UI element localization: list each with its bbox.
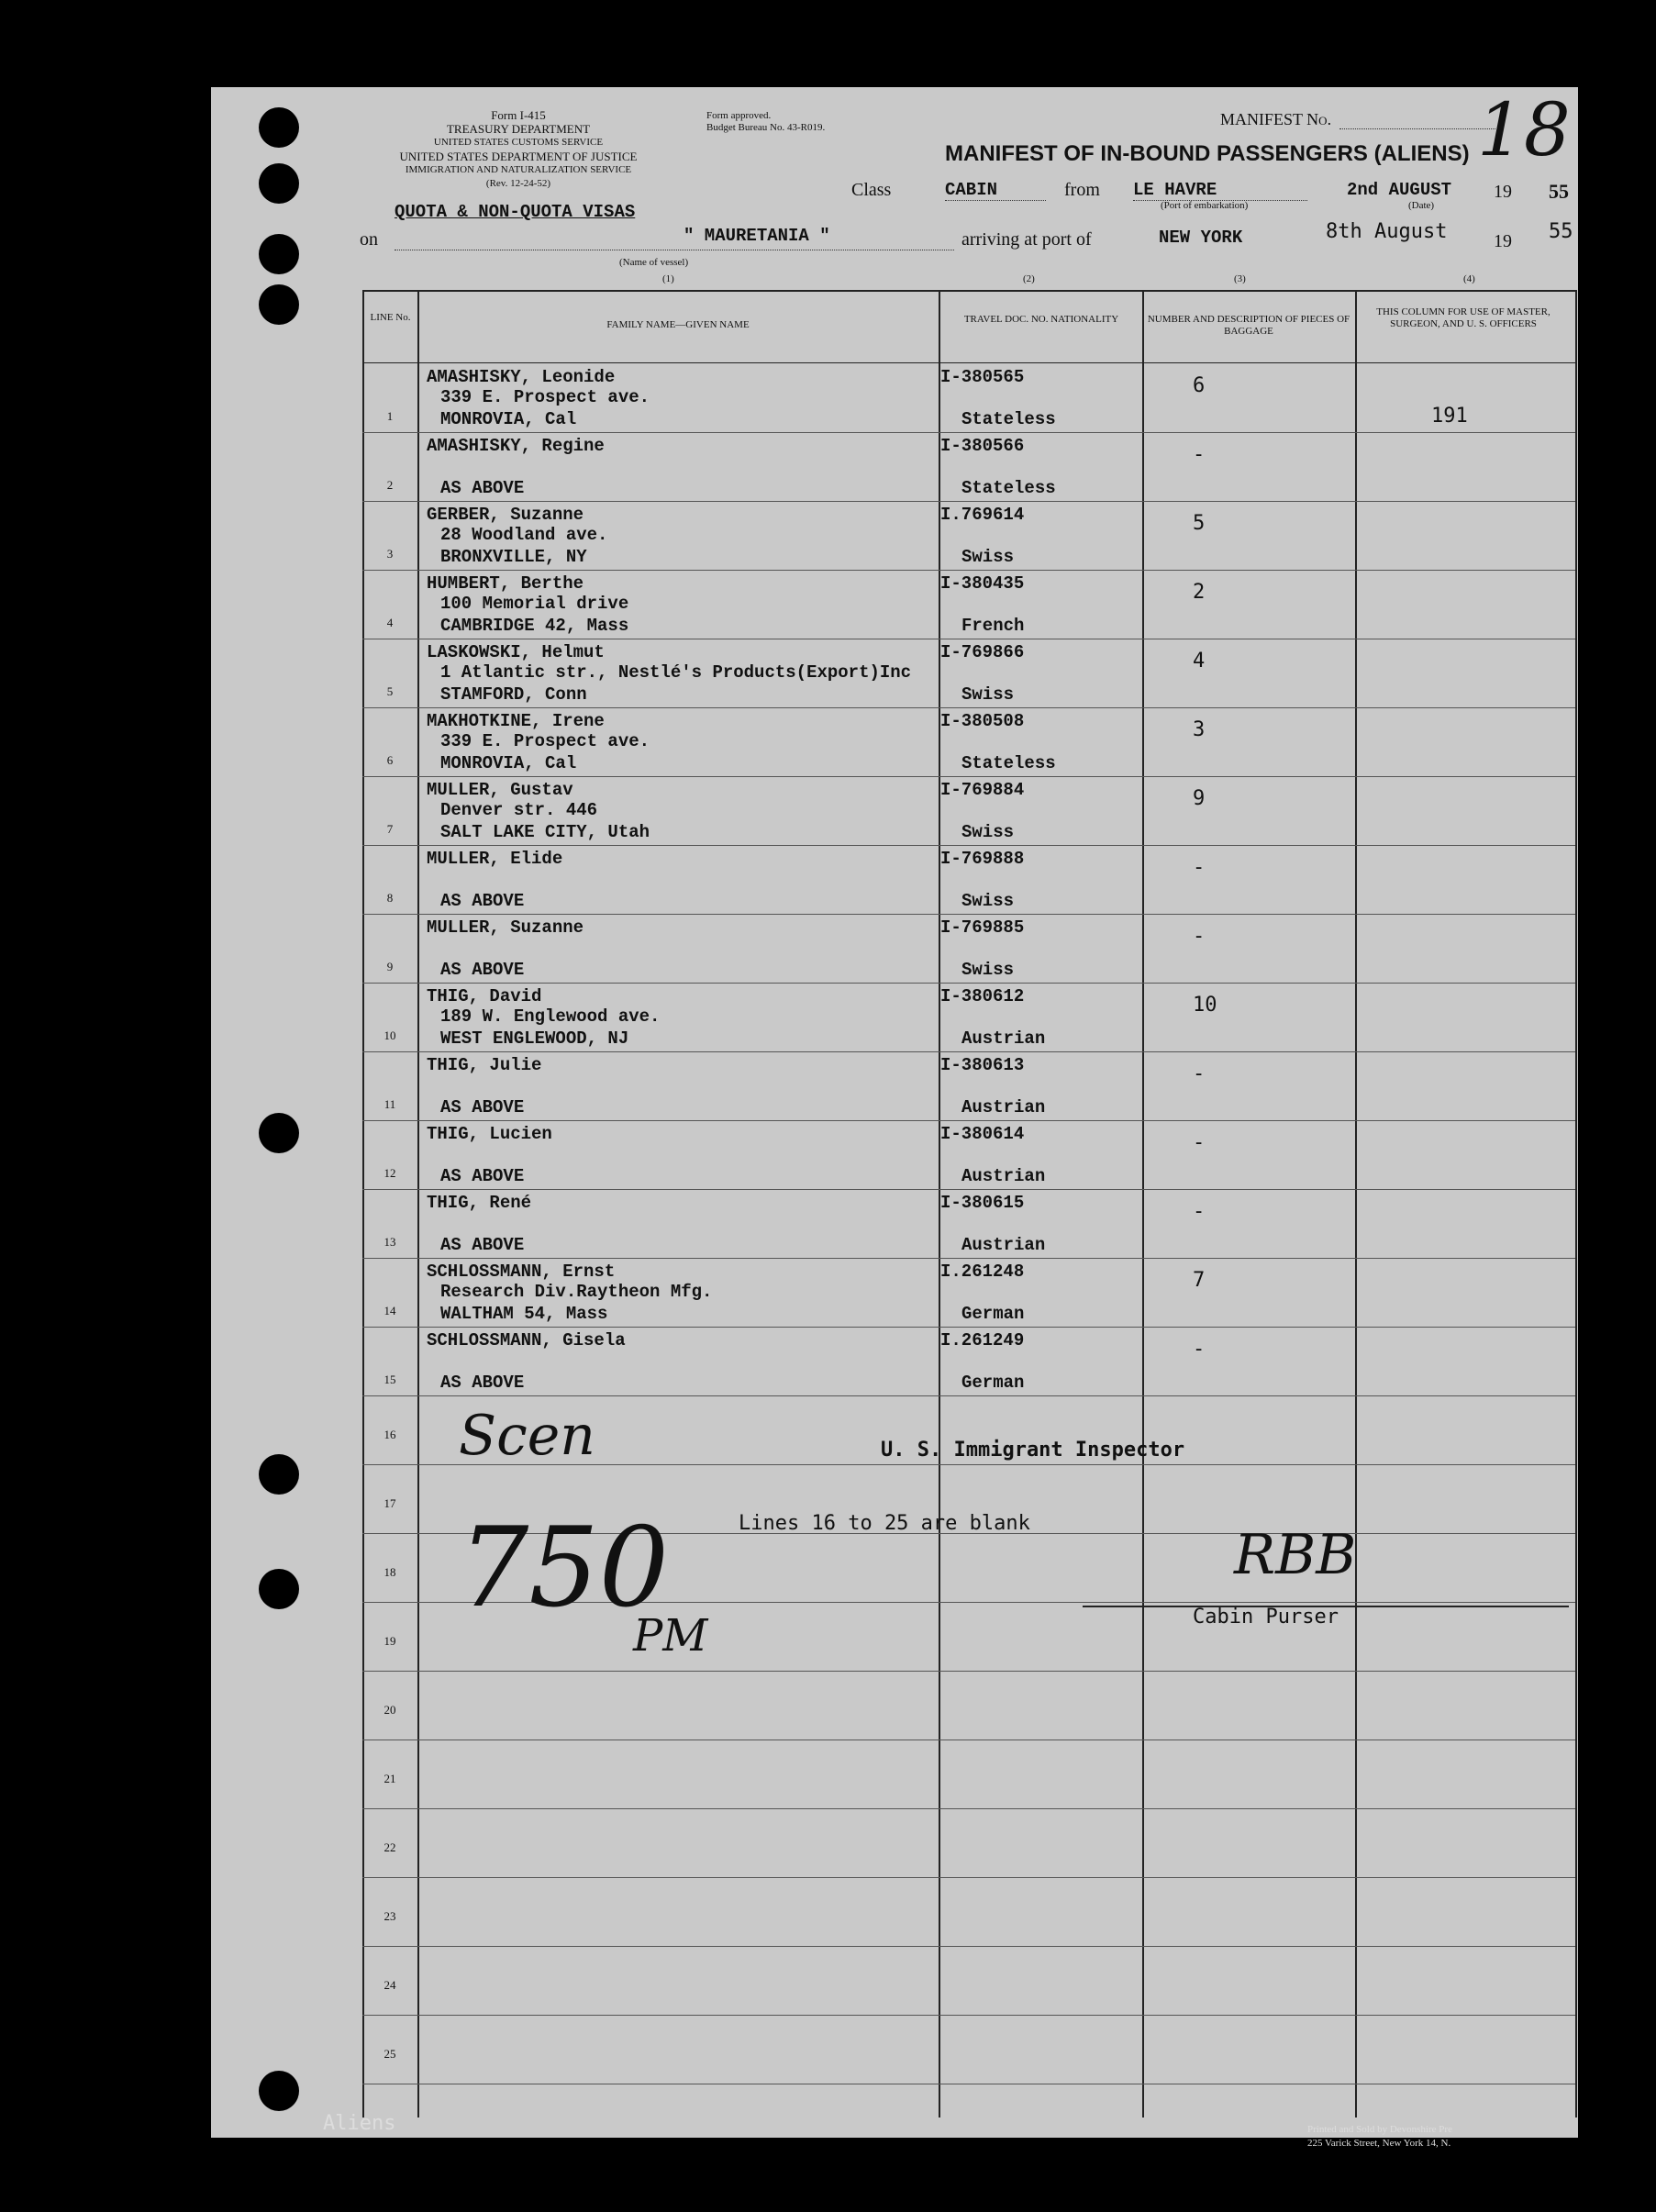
travel-doc-no: I-769884 [940,780,1025,800]
travel-doc-no: I.769614 [940,505,1025,525]
passenger-name: GERBER, Suzanne [427,505,584,525]
nationality: Austrian [961,1097,1046,1117]
row-divider [362,1808,1575,1809]
line-number: 1 [386,409,394,423]
row-divider [362,2015,1575,2016]
passenger-address: 339 E. Prospect ave. [440,731,650,751]
nationality: Austrian [961,1028,1046,1049]
travel-doc-no: I.261248 [940,1262,1025,1282]
row-divider [362,776,1575,777]
nationality: Swiss [961,547,1015,567]
punch-hole [259,107,299,148]
arrival-year-prefix: 19 [1494,231,1512,251]
visa-type: QUOTA & NON-QUOTA VISAS [395,202,636,222]
vessel-caption: (Name of vessel) [619,257,689,268]
row-divider [362,1258,1575,1259]
nationality: Stateless [961,753,1056,773]
punch-hole [259,284,299,325]
year-value: 55 [1549,180,1569,203]
blank-line-number: 20 [383,1703,396,1717]
passenger-address-city: SALT LAKE CITY, Utah [440,822,650,842]
col-num-4: (4) [1463,273,1475,284]
row-divider [362,1189,1575,1190]
passenger-address: 189 W. Englewood ave. [440,1006,661,1027]
date-caption: (Date) [1408,200,1435,211]
baggage-count: - [1193,443,1206,466]
passenger-address-city: BRONXVILLE, NY [440,547,587,567]
passenger-address-city: AS ABOVE [440,960,525,980]
row-divider [362,845,1575,846]
blank-line-number: 18 [383,1565,396,1579]
year-prefix: 19 [1494,182,1512,202]
baggage-count: - [1193,1062,1206,1085]
baggage-count: 5 [1193,512,1206,535]
vessel-name: " MAURETANIA " [684,226,830,246]
travel-doc-no: I-380614 [940,1124,1025,1144]
travel-doc-no: I-380612 [940,986,1025,1006]
nationality: German [961,1373,1025,1393]
line-number: 3 [386,547,394,561]
date-value: 2nd AUGUST [1347,180,1452,200]
baggage-count: 6 [1193,374,1206,397]
line-number: 15 [383,1373,396,1386]
passenger-address-city: MONROVIA, Cal [440,409,577,429]
passenger-address-city: AS ABOVE [440,478,525,498]
col-header-line-no: LINE No. [370,312,411,323]
punch-hole [259,1113,299,1153]
revision: (Rev. 12-24-52) [485,178,551,189]
blank-line-number: 21 [383,1772,396,1785]
arrival-year: 55 [1549,220,1573,243]
row-divider [362,1327,1575,1328]
nationality: Swiss [961,960,1015,980]
baggage-count: 3 [1193,718,1206,741]
travel-doc-no: I-769866 [940,642,1025,662]
travel-doc-no: I-769888 [940,849,1025,869]
baggage-count: 2 [1193,581,1206,604]
ins-service: IMMIGRATION AND NATURALIZATION SERVICE [405,164,632,175]
arrival-port: NEW YORK [1159,228,1243,248]
passenger-name: MAKHOTKINE, Irene [427,711,605,731]
passenger-name: THIG, Julie [427,1055,542,1075]
row-divider [362,1051,1575,1052]
punch-hole [259,234,299,274]
passenger-address-city: WEST ENGLEWOOD, NJ [440,1028,629,1049]
baggage-count: 7 [1193,1269,1206,1292]
passenger-address: Denver str. 446 [440,800,598,820]
line-number: 14 [383,1304,396,1317]
baggage-count: - [1193,1338,1206,1361]
row-divider [362,1395,1575,1396]
baggage-count: 10 [1193,994,1217,1017]
col-header-doc: TRAVEL DOC. NO. NATIONALITY [963,314,1119,325]
row-divider [362,501,1575,502]
manifest-title: MANIFEST OF IN-BOUND PASSENGERS (ALIENS) [945,141,1470,166]
officer-note: 191 [1431,405,1468,428]
line-number: 13 [383,1235,396,1249]
passenger-address-city: MONROVIA, Cal [440,753,577,773]
blank-line-number: 25 [383,2047,396,2061]
nationality: Austrian [961,1166,1046,1186]
budget-bureau: Budget Bureau No. 43-R019. [706,122,826,133]
passenger-name: MULLER, Suzanne [427,917,584,938]
passenger-name: AMASHISKY, Regine [427,436,605,456]
passenger-address-city: WALTHAM 54, Mass [440,1304,608,1324]
nationality: Stateless [961,409,1056,429]
passenger-address: Research Div.Raytheon Mfg. [440,1282,713,1302]
line-number: 9 [386,960,394,973]
row-divider [362,570,1575,571]
passenger-address: 1 Atlantic str., Nestlé's Products(Export)Inc [440,662,912,683]
nationality: Swiss [961,684,1015,705]
passenger-address-city: AS ABOVE [440,1097,525,1117]
row-divider [362,1946,1575,1947]
punch-hole [259,1454,299,1495]
baggage-count: 9 [1193,787,1206,810]
col-num-1: (1) [662,273,674,284]
nationality: Stateless [961,478,1056,498]
inspector-signature: Scen [459,1404,595,1468]
line-number: 2 [386,478,394,492]
manifest-page [211,87,1578,2138]
blank-line-number: 17 [383,1496,396,1510]
passenger-name: THIG, David [427,986,542,1006]
printer-line-2: 225 Varick Street, New York 14, N. [1307,2138,1451,2149]
handwritten-time: 750 [459,1505,670,1632]
travel-doc-no: I-380508 [940,711,1025,731]
blank-line-number: 24 [383,1978,396,1992]
row-divider [362,983,1575,984]
passenger-address-city: AS ABOVE [440,1166,525,1186]
passenger-address-city: AS ABOVE [440,1373,525,1393]
class-value: CABIN [945,180,1046,201]
passenger-address-city: AS ABOVE [440,1235,525,1255]
baggage-count: - [1193,1131,1206,1154]
passenger-name: HUMBERT, Berthe [427,573,584,594]
line-number: 12 [383,1166,396,1180]
row-divider [362,707,1575,708]
manifest-no-value: 18 [1477,87,1571,172]
arrival-date: 8th August [1326,220,1448,243]
row-divider [362,914,1575,915]
blank-lines-note: Lines 16 to 25 are blank [739,1512,1030,1535]
col-header-name: FAMILY NAME—GIVEN NAME [606,319,750,330]
nationality: French [961,616,1025,636]
line-number: 10 [383,1028,396,1042]
blank-line-number: 16 [383,1428,396,1441]
passenger-name: THIG, Lucien [427,1124,552,1144]
justice-dept: UNITED STATES DEPARTMENT OF JUSTICE [399,150,638,163]
nationality: German [961,1304,1025,1324]
travel-doc-no: I-380566 [940,436,1025,456]
baggage-count: - [1193,1200,1206,1223]
travel-doc-no: I-380613 [940,1055,1025,1075]
baggage-count: 4 [1193,650,1206,672]
purser-signature: RBB [1234,1523,1357,1587]
row-divider [362,1120,1575,1121]
travel-doc-no: I-380615 [940,1193,1025,1213]
from-value: LE HAVRE [1133,180,1307,201]
line-number: 11 [383,1097,396,1111]
inspector-label: U. S. Immigrant Inspector [881,1439,1185,1462]
line-number: 4 [386,616,394,629]
passenger-name: THIG, René [427,1193,532,1213]
passenger-name: MULLER, Gustav [427,780,573,800]
arriving-label: arriving at port of [961,229,1092,250]
passenger-address: 28 Woodland ave. [440,525,608,545]
travel-doc-no: I.261249 [940,1330,1025,1351]
nationality: Swiss [961,891,1015,911]
purser-label: Cabin Purser [1193,1606,1339,1628]
passenger-name: SCHLOSSMANN, Gisela [427,1330,626,1351]
nationality: Swiss [961,822,1015,842]
blank-line-number: 22 [383,1840,396,1854]
travel-doc-no: I-380435 [940,573,1025,594]
passenger-address-city: AS ABOVE [440,891,525,911]
from-label: from [1064,180,1100,200]
passenger-address-city: CAMBRIDGE 42, Mass [440,616,629,636]
col-num-3: (3) [1234,273,1246,284]
treasury-dept: TREASURY DEPARTMENT [446,122,591,136]
row-divider [362,432,1575,433]
customs-service: UNITED STATES CUSTOMS SERVICE [433,137,604,148]
form-approved: Form approved. [706,110,772,121]
row-divider [362,1877,1575,1878]
punch-hole [259,2071,299,2111]
blank-line-number: 19 [383,1634,396,1648]
col-header-officers: THIS COLUMN FOR USE OF MASTER, SURGEON, AND U. S. OFFICERS [1376,306,1550,329]
col-num-2: (2) [1023,273,1035,284]
passenger-address-city: STAMFORD, Conn [440,684,587,705]
printer-line-1: Printed and Sold by Devonshire Pre [1307,2124,1452,2135]
passenger-name: SCHLOSSMANN, Ernst [427,1262,616,1282]
passenger-address: 100 Memorial drive [440,594,629,614]
class-label: Class [851,180,892,200]
handwritten-pm: PM [633,1610,708,1662]
baggage-count: - [1193,925,1206,948]
passenger-name: LASKOWSKI, Helmut [427,642,605,662]
port-embarkation-caption: (Port of embarkation) [1161,200,1249,211]
travel-doc-no: I-380565 [940,367,1025,387]
passenger-address: 339 E. Prospect ave. [440,387,650,407]
form-number: Form I-415 [491,108,546,122]
on-label: on [360,229,378,250]
baggage-count: - [1193,856,1206,879]
line-number: 7 [386,822,394,836]
blank-line-number: 23 [383,1909,396,1923]
line-number: 8 [386,891,394,905]
travel-doc-no: I-769885 [940,917,1025,938]
col-header-baggage: NUMBER AND DESCRIPTION OF PIECES OF BAGGAGE [1147,314,1350,337]
form-header-block [353,108,684,191]
line-number: 5 [386,684,394,698]
line-number: 6 [386,753,394,767]
manifest-no-underline [1339,128,1495,129]
passenger-name: AMASHISKY, Leonide [427,367,616,387]
row-divider [362,1671,1575,1672]
punch-hole [259,163,299,204]
nationality: Austrian [961,1235,1046,1255]
punch-hole [259,1569,299,1609]
manifest-no-label: MANIFEST No. [1220,110,1332,128]
aliens-label: Aliens [323,2112,396,2135]
passenger-name: MULLER, Elide [427,849,563,869]
